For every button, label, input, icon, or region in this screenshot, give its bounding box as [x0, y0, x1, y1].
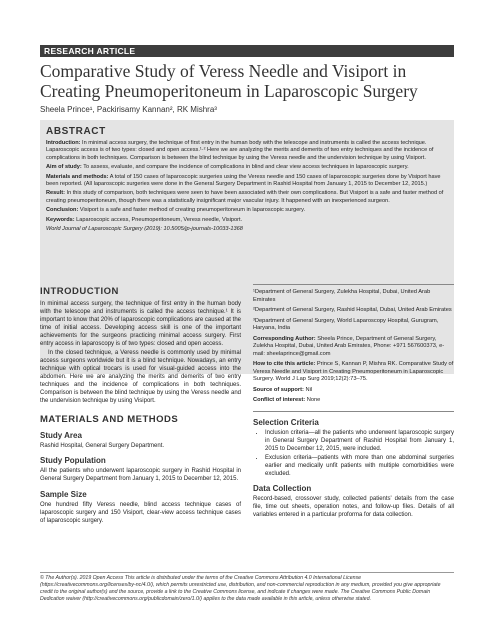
article-type-banner: RESEARCH ARTICLE: [40, 45, 454, 57]
introduction-paragraph-2: In the closed technique, a Veress needle is commonly used by minimal access surgeons worldwide but it is a blind technique. Nowadays, an entry technique with optical trocars is used for visual-guided access into the abdomen. Here we are analyzing the merits and demerits of two entry techniques and the incidence of complications in both techniques. Comparison is between the blind technique by using the Veress needle and the undervision technique by using Visiport.: [40, 349, 241, 405]
footer-divider: [40, 572, 454, 573]
right-column: [253, 282, 454, 519]
abstract-keywords: Keywords: Laparoscopic access, Pneumoperitoneum, Veress needle, Visiport.: [46, 216, 243, 223]
how-to-cite: How to cite this article: Prince S, Kannan P, Mishra RK. Comparative Study of Veress Needle and Visiport in Creating Pneumoperitoneum in Laparoscopic Surgery. World J Lap Surg 2019;12(2):73–75.: [253, 361, 454, 382]
sample-size-text: One hundred fifty Veress needle, blind access technique cases of laparoscopic surgery and 150 Visiport, clear-view access technique cases of laparoscopic surgery.: [40, 501, 241, 524]
abstract-methods: Materials and methods: A total of 150 cases of laparoscopic surgeries using the Veress needle and 150 cases of laparoscopic surgeries done by Visiport have been reported. (All laparoscopic surgeries were done in the General Surgery Department in Rashid Hospital from January 1, 2015 to December 12, 2015.): [46, 173, 441, 187]
study-area-text: Rashid Hospital, General Surgery Department.: [40, 443, 165, 450]
corresponding-author: Corresponding Author: Sheela Prince, Department of General Surgery, Zulekha Hospital, Dubai, United Arab Emirates, Phone: +971 567600373, e-mail: sheelaprince@gmail.com: [253, 335, 445, 357]
data-collection-heading: Data Collection: [253, 484, 312, 494]
study-area-heading: Study Area: [40, 431, 82, 441]
journal-citation: World Journal of Laparoscopic Surgery (2019): 10.5005/jp-journals-10033-1368: [46, 226, 243, 233]
abstract-result: Result: In this study of comparison, both techniques were seen to have been associated with their own complications. But Visiport is a safe and faster method of creating pneumoperitoneum, though there was a statistically insignificant major vascular injury. It happened with an inexperienced surgeon.: [46, 190, 444, 204]
left-column: [40, 282, 241, 525]
inclusion-criteria: • Inclusion criteria—all the patients who underwent laparoscopic surgery in General Surgery Department of Rashid Hospital from January 1, 2015 to December 12, 2015, were included.: [265, 429, 454, 453]
selection-criteria-list: [253, 429, 454, 479]
license-footer: © The Author(s). 2019 Open Access This article is distributed under the terms of the Creative Commons Attribution 4.0 International License (https://creativecommons.org/licenses/by-nc/4.0/), which permits unrestricted use, distribution, and non-commercial reproduction in any medium, provided you give appropriate credit to the original author(s) and the source, provide a link to the Creative Commons license, and indicate if changes were made. The Creative Commons Public Domain Dedication waiver (http://creativecommons.org/publicdomain/zero/1.0/) applies to the data made available in this article, unless otherwise stated.: [40, 575, 441, 602]
study-population-text: All the patients who underwent laparoscopic surgery in Rashid Hospital in General Surgery Department from January 1, 2015 to December 12, 2015.: [40, 468, 241, 483]
author-list: Sheela Prince¹, Packirisamy Kannan², RK Mishra³: [40, 105, 217, 114]
affiliation-3: ³Department of General Surgery, World Laparoscopy Hospital, Gurugram, Haryana, India: [253, 317, 439, 331]
abstract-introduction: Introduction: In minimal access surgery, the technique of first entry in the human body with the telescope and instruments is called the access technique. Laparoscopic access is of two types: closed and open access.¹·² Here we are analyzing the merits and demerits of two entry techniques and the incidence of complications in both techniques. Comparison is between the blind technique by using the Veress needle and the undervision technique by using Visiport.: [46, 140, 434, 161]
introduction-heading: INTRODUCTION: [40, 286, 119, 297]
affiliation-1: ¹Department of General Surgery, Zulekha Hospital, Dubai, United Arab Emirates: [253, 289, 431, 303]
abstract-heading: ABSTRACT: [46, 126, 106, 137]
abstract-conclusion: Conclusion: Visiport is a safe and faster method of creating pneumoperitoneum in laparoscopic surgery.: [46, 207, 306, 214]
affiliation-divider: [253, 284, 454, 285]
selection-criteria-heading: Selection Criteria: [253, 417, 319, 427]
criteria-divider: [253, 411, 454, 412]
data-collection-text: Record-based, crossover study, collected patients' details from the case file, time out sheets, operation notes, and follow-up files. Details of all variables entered in a particular proforma for data collection.: [253, 496, 454, 519]
sample-size-heading: Sample Size: [40, 489, 87, 499]
introduction-paragraph-1: In minimal access surgery, the technique of first entry in the human body with the telescope and instruments is called the access technique.¹ It is important to know that 20% of laparoscopic complications are caused at the time of initial access. Developing access skill is one of the important achievements for the surgeons practicing minimal access surgery. First entry access in laparoscopy is of two types: closed and open access.: [40, 301, 241, 348]
affiliation-2: ²Department of General Surgery, Rashid Hospital, Dubai, United Arab Emirates: [253, 307, 452, 313]
conflict-of-interest: Conflict of interest: None: [253, 397, 321, 403]
source-of-support: Source of support: Nil: [253, 386, 313, 393]
abstract-aim: Aim of study: To assess, evaluate, and compare the incidence of complications in blind and clear view access techniques in laparoscopic surgery.: [46, 164, 409, 171]
study-population-heading: Study Population: [40, 456, 106, 466]
methods-heading: MATERIALS AND METHODS: [40, 414, 179, 426]
exclusion-criteria: • Exclusion criteria—patients with more than one abdominal surgeries earlier and medically unfit patients with multiple comorbidities were excluded.: [265, 454, 454, 478]
article-title: Comparative Study of Veress Needle and Visiport in Creating Pneumoperitoneum in Laparoscopic Surgery: [40, 61, 418, 101]
